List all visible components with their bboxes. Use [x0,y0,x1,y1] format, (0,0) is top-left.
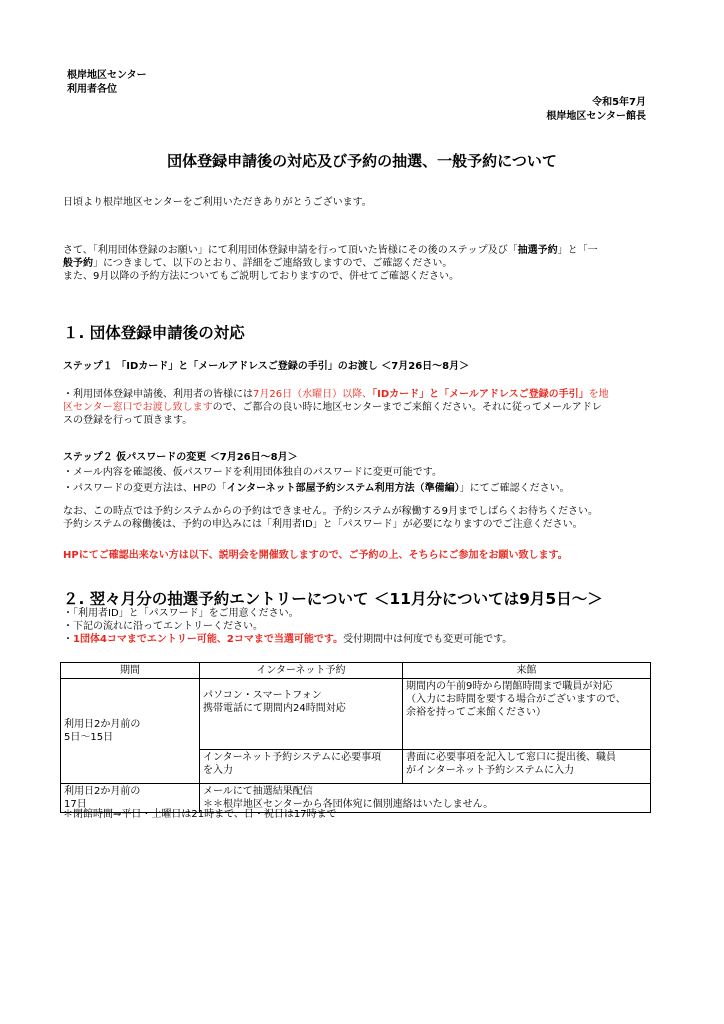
header-period: 期間 [61,663,200,679]
briefing-notice: HPにてご確認出来ない方は以下、説明会を開催致しますので、ご予約の上、そちらにご参加をお願い致します。 [63,550,568,561]
sender-block [546,96,646,124]
recipient-line-1: 根岸地区センター [67,70,147,81]
page-title: 団体登録申請後の対応及び予約の抽選、一般予約について [167,152,557,170]
date: 令和5年7月 [592,97,646,108]
step-1-body: ・利用団体登録申請後、利用者の皆様には7月26日（水曜日）以降、「IDカード」と「メールアドレスご登録の手引」を地 区センター窓口でお渡し致しますので、ご都合の良い時に地区センターまでご来館ください。それに従ってメールアドレ スの登録を行って頂きます。 [63,389,609,426]
recipient-block [67,69,147,97]
sender-name: 根岸地区センター館長 [546,111,646,122]
step-2-body: ・メール内容を確認後、仮パスワードを利用団体独自のパスワードに変更可能です。 ・パスワードの変更方法は、HPの「インターネット部屋予約システム利用方法（準備編）」にてご確認ください。 [63,467,570,494]
section-2-heading: ２. 翌々月分の抽選予約エントリーについて ＜11月分については9月5日～＞ [63,590,603,608]
section-1-heading: １. 団体登録申請後の対応 [63,324,245,342]
entry-limit-notice: 1団体4コマまでエントリー可能、2コマまで当選可能です。 [73,634,344,645]
table-row [61,679,651,750]
internet-cell-a: パソコン・スマートフォン 携帯電話にて期間内24時間対応 [200,679,403,750]
system-note: なお、この時点では予約システムからの予約はできません。予約システムが稼働する9月までしばらくお待ちください。 予約システムの稼働後は、予約の申込みには「利用者ID」と「パスワード」が必要になりますのでご注意ください。 [63,506,598,530]
recipient-line-2: 利用者各位 [67,84,117,95]
schedule-table [60,662,651,813]
intro-paragraph: さて、「利用団体登録のお願い」にて利用団体登録申請を行って頂いた皆様にその後のステップ及び「抽選予約」と「一 般予約」につきまして、以下のとおり、詳細をご連絡致しますので、ご確認ください。 また、9月以降の予約方法についてもご説明しておりますので、併せてご確認ください。 [63,244,663,283]
period-cell-2: 利用日2か月前の 17日 [61,784,200,813]
intro-line-2: また、9月以降の予約方法についてもご説明しておりますので、併せてご確認ください。 [63,271,459,282]
step-2-title: ステップ２ 仮パスワードの変更 ＜7月26日～8月＞ [63,452,298,463]
greeting: 日頃より根岸地区センターをご利用いただきありがとうございます。 [63,197,372,208]
period-cell: 利用日2か月前の 5日～15日 [61,679,200,784]
result-cell: メールにて抽選結果配信 ＊＊根岸地区センターから各団体宛に個別連絡はいたしません。 [200,784,651,813]
table-header-row [61,663,651,679]
section-2-body: ・「利用者ID」と「パスワード」をご用意ください。 ・下記の流れに沿ってエントリーください。 ・1団体4コマまでエントリー可能、2コマまで当選可能です。受付期間中は何度でも変更可能です。 [63,608,513,645]
lottery-keyword: 抽選予約 [517,245,558,256]
header-internet: インターネット予約 [200,663,403,679]
internet-cell-b: インターネット予約システムに必要事項 を入力 [200,750,403,784]
general-keyword: 般予約 [63,258,93,269]
visit-cell-b: 書面に必要事項を記入して窓口に提出後、職員 がインターネット予約システムに入力 [403,750,651,784]
visit-cell-a: 期間内の午前9時から閉館時間まで職員が対応 （入力にお時間を要する場合がございますので、 余裕を持ってご来館ください） [403,679,651,750]
footnote: ＊閉館時間⇒平日・土曜日は21時まで、日・祝日は17時まで [63,809,337,820]
step-1-title: ステップ１ 「IDカード」と「メールアドレスご登録の手引」のお渡し ＜7月26日～8月＞ [63,361,470,372]
header-visit: 来館 [403,663,651,679]
